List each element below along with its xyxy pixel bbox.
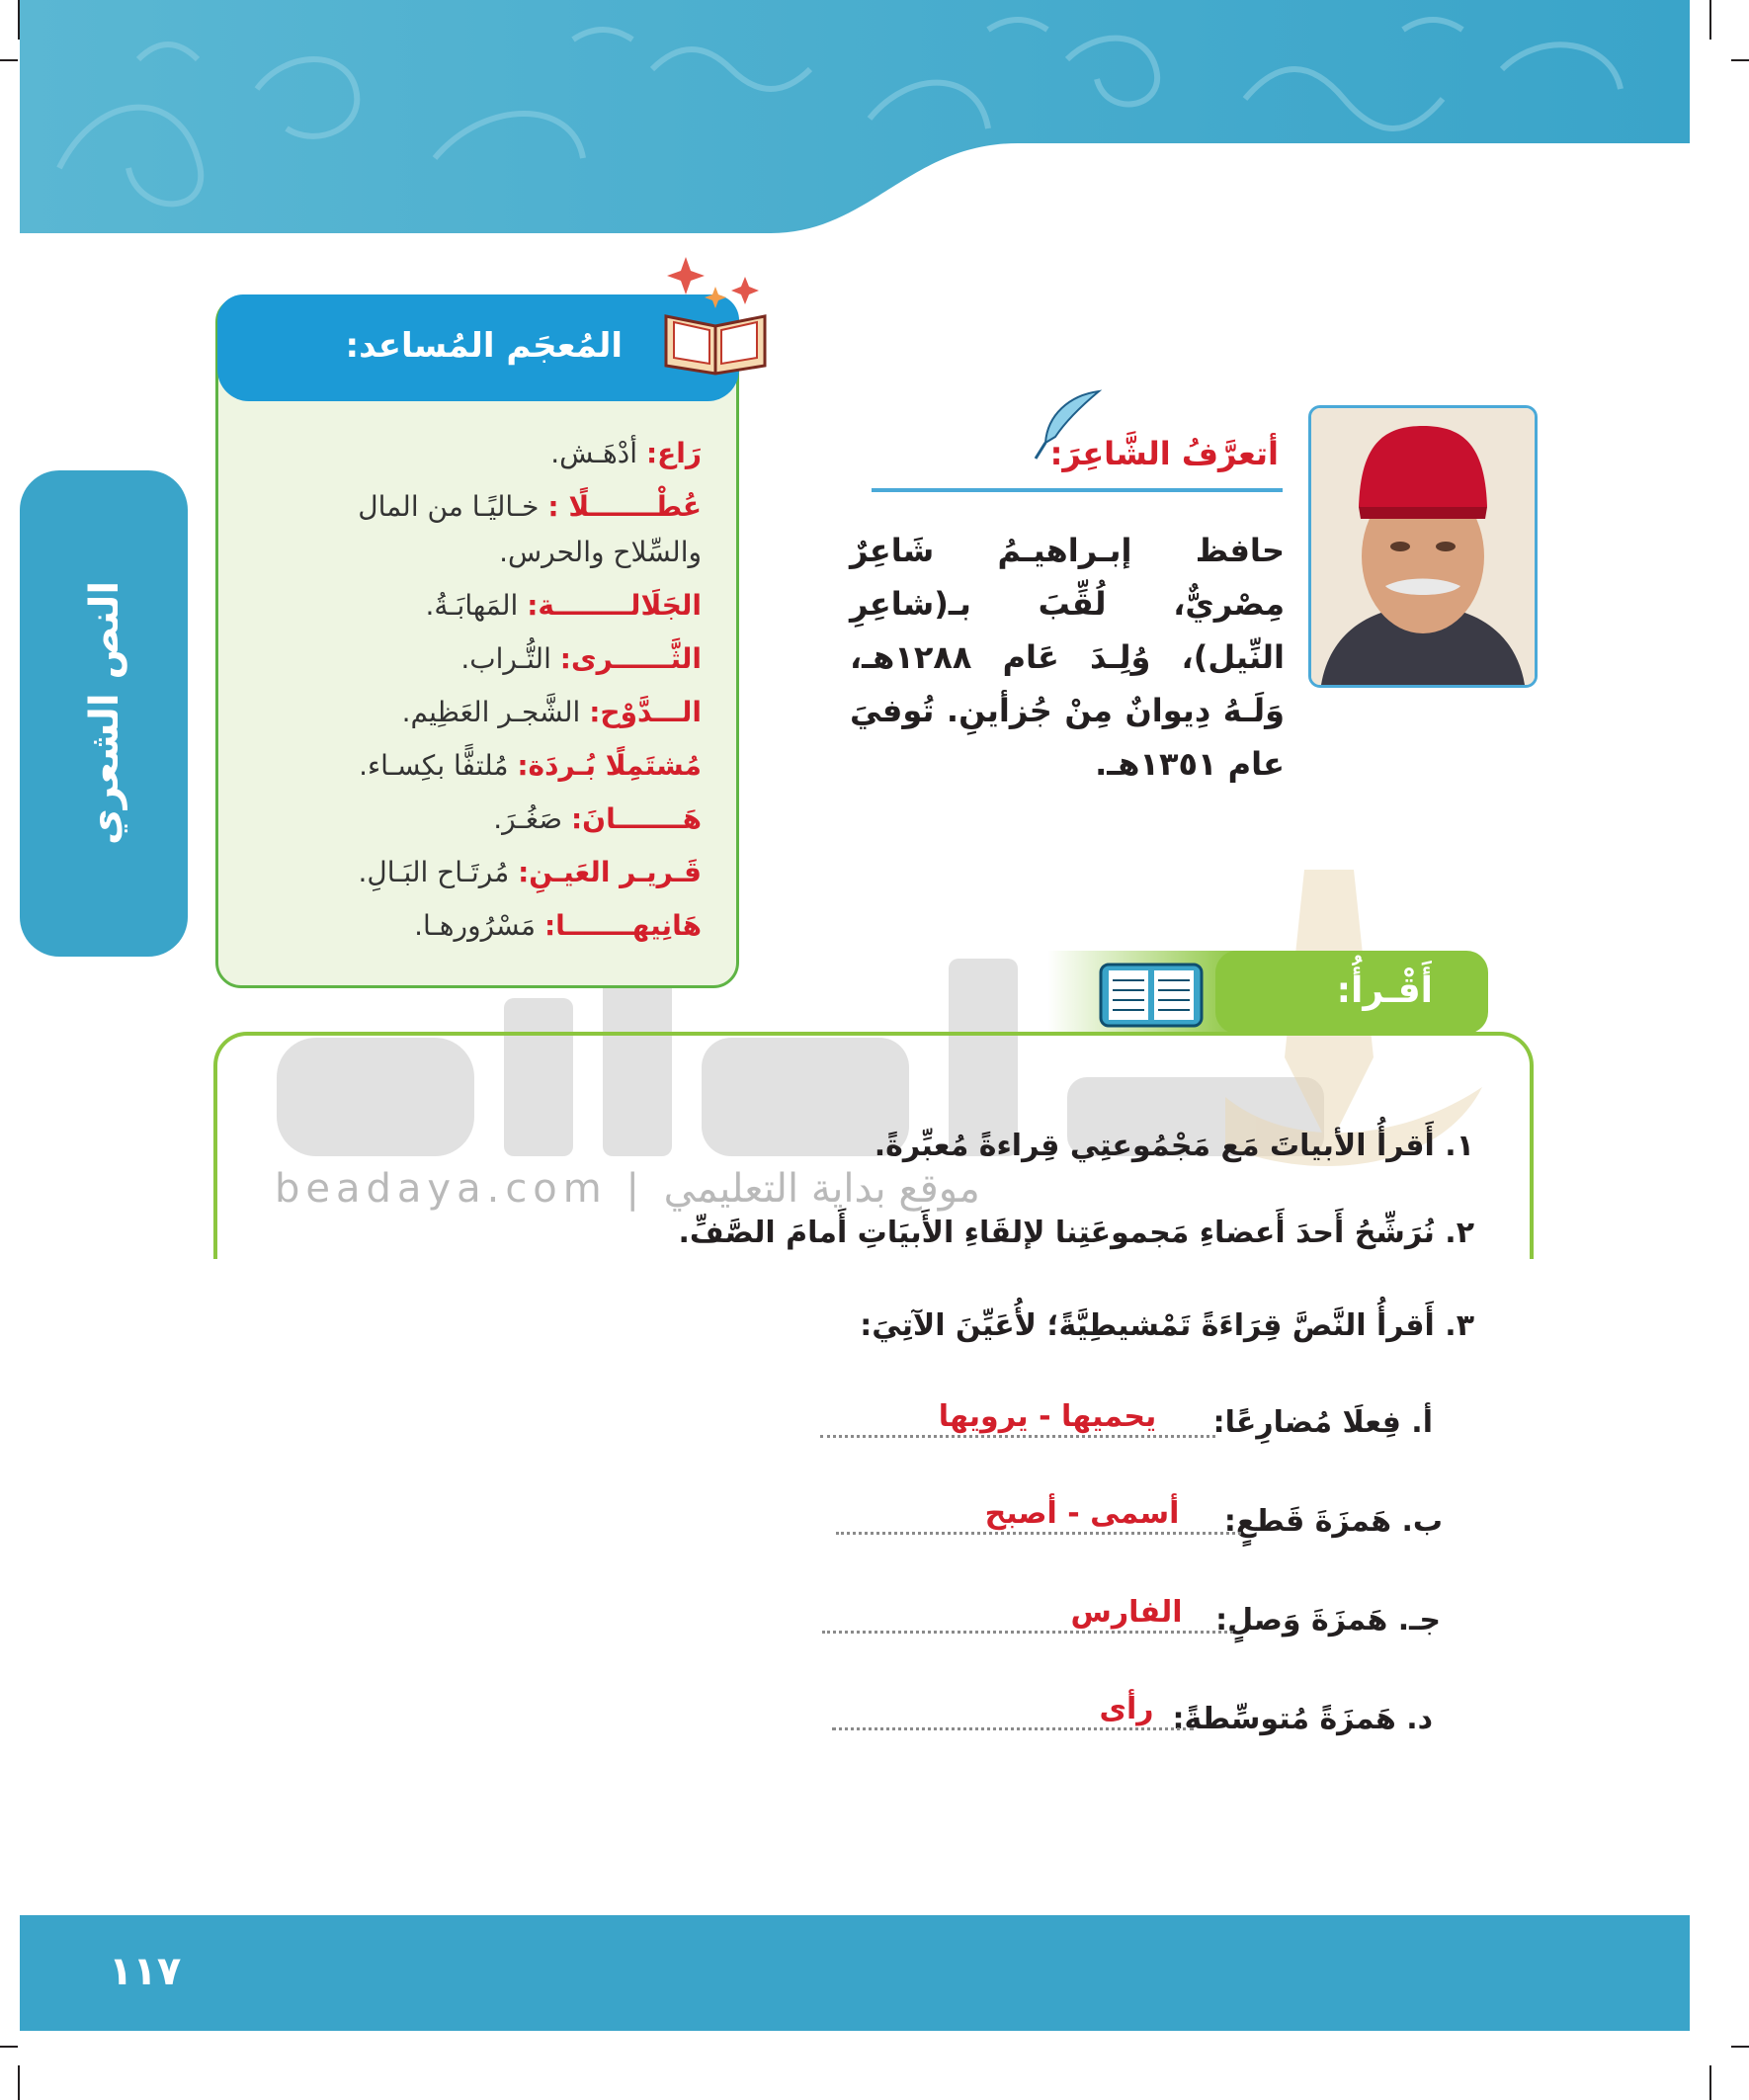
glossary-term: عُطْـــــــلًا : — [547, 490, 702, 523]
page-number: ١١٧ — [109, 1949, 182, 1994]
glossary-term: مُشتَمِلًا بُـردَة: — [517, 749, 702, 782]
glossary-definition: المَهابَـةُ. — [425, 589, 519, 622]
open-book-icon — [656, 247, 775, 376]
glossary-item — [267, 903, 702, 949]
answer-value: يحميها - يرويها — [938, 1399, 1157, 1434]
glossary-definition: صَغُـرَ. — [493, 802, 563, 835]
glossary-term: الثَّــــــرى: — [559, 642, 702, 675]
answer-value: الفارس — [1070, 1595, 1183, 1630]
answer-label: د. هَمزَةً مُتوسِّطةً: — [1172, 1702, 1433, 1736]
glossary-term: هَـــــــانَ: — [570, 802, 702, 835]
crop-mark — [1709, 2065, 1711, 2100]
glossary-item — [267, 636, 702, 682]
poet-divider — [872, 488, 1283, 492]
glossary-term: الـــدَّوْح: — [589, 696, 702, 728]
glossary-definition: التُّـراب. — [460, 642, 551, 675]
glossary-definition: مَسْرُورهـا. — [414, 909, 537, 942]
glossary-item — [267, 743, 702, 789]
feather-icon — [1030, 385, 1109, 464]
glossary-term: قَـريـر العَيـنِ: — [518, 856, 702, 888]
crop-mark — [0, 2046, 18, 2048]
watermark-text: beadaya.com | موقع بداية التعليمي — [275, 1166, 980, 1212]
crop-mark — [1731, 2046, 1749, 2048]
answer-label: ب. هَمزَةَ قَطعٍ: — [1223, 1504, 1443, 1539]
instruction-2: ٢. نُرَشِّحُ أَحدَ أَعضاءِ مَجموعَتِنا لإلقَاءِ الأَبيَاتِ أَمامَ الصَّفِّ. — [678, 1216, 1474, 1250]
glossary-term: رَاع: — [645, 437, 702, 469]
glossary-definition: الشَّجـر العَظِيم. — [401, 696, 581, 728]
glossary-item — [267, 797, 702, 842]
section-side-tab — [20, 470, 188, 957]
glossary-list — [267, 431, 702, 965]
crop-mark — [1709, 0, 1711, 40]
glossary-item — [267, 431, 702, 476]
poet-portrait — [1308, 405, 1538, 688]
glossary-definition: أدْهَـش. — [550, 437, 638, 469]
glossary-term: هَانِيهـــــــا: — [543, 909, 702, 942]
poet-biography: حافظ إبـراهيـمُ شَاعِرٌ مِصْريٌّ، لُقِّبَ بـ(شاعِرِ النِّيل)، وُلِـدَ عَام ١٢٨٨هـ، وَلَـهُ دِيوانٌ مِنْ جُزأينِ. تُوفيَ عام ١٣٥١هـ. — [850, 532, 1285, 783]
glossary-definition: مُلتفًّا بكِسـاء. — [359, 749, 509, 782]
glossary-item — [267, 850, 702, 895]
glossary-definition: مُرتَـاح البَـالِ. — [358, 856, 510, 888]
glossary-title: المُعجَم المُساعد: — [345, 326, 623, 366]
book-icon — [1099, 961, 1204, 1030]
glossary-item — [267, 583, 702, 629]
answer-label: جـ. هَمزَةَ وَصلٍ: — [1215, 1603, 1441, 1638]
glossary-term: الجَلَالــــــــة: — [527, 589, 702, 622]
instruction-1: ١. أَقرأُ الأبياتَ مَع مَجْمُوعتِي قِراءةً مُعبِّرةً. — [874, 1129, 1474, 1163]
crop-mark — [18, 2065, 20, 2100]
footer-bar — [20, 1915, 1690, 2031]
instruction-3: ٣. أَقرأُ النَّصَّ قِرَاءَةً تَمْشيطِيَّةً؛ لأُعَيِّنَ الآتِيَ: — [860, 1308, 1474, 1343]
poet-section-title: أتعرَّفُ الشَّاعِرَ: — [1049, 435, 1279, 472]
poet-portrait-drawing — [1311, 408, 1535, 685]
answer-value: رأى — [1099, 1692, 1154, 1726]
answer-label: أ. فِعلَا مُضارِعًا: — [1212, 1405, 1433, 1440]
crop-mark — [1731, 59, 1749, 61]
glossary-definition: خـاليًـا من المال والسِّلاح والحرس. — [358, 490, 702, 568]
crop-mark — [0, 59, 18, 61]
glossary-item — [267, 484, 702, 575]
glossary-item — [267, 690, 702, 735]
section-label: النص الشعري — [82, 580, 127, 845]
header-banner — [20, 0, 1690, 233]
reading-section-title: أَقْـرأُ: — [1336, 970, 1433, 1011]
answer-value: أسمى - أصبح — [984, 1496, 1180, 1531]
